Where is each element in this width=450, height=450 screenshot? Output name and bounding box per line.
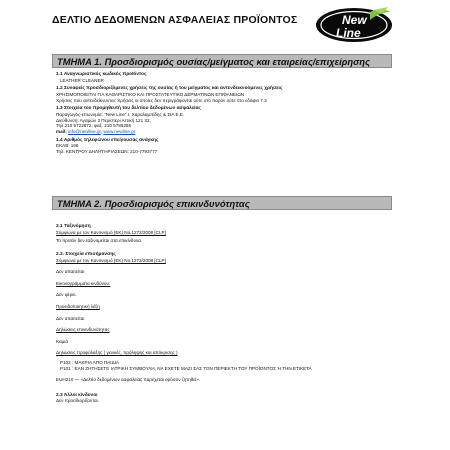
s22-regulation: Σύμφωνα με τον Κανονισμό (ΕΚ) Νο.1272/2008 [CLP] xyxy=(56,257,166,263)
email-link[interactable]: info@newline.gr xyxy=(68,128,101,134)
section-2-title: ΤΜΗΜΑ 2. Προσδιορισμός επικινδυνότητας xyxy=(52,196,392,210)
s22-not-required-2: Δεν απαιτείται xyxy=(56,315,85,321)
logo-word-line: Line xyxy=(336,26,361,40)
s22-hazard-statements: Δηλώσεις επικινδυνότητας xyxy=(56,327,110,333)
s23-heading: 2.3 Άλλοι κίνδυνοι xyxy=(56,392,98,398)
s14-heading: 1.4 Αριθμός τηλεφώνου επείγουσας ανάγκης xyxy=(56,137,159,143)
s22-signal-word: Προειδοποιητική λέξη xyxy=(56,303,100,309)
s21-regulation: Σύμφωνα με τον Κανονισμό (ΕΚ) Νο.1272/2008 [CLP] xyxy=(56,229,166,235)
s12-contraindicated: Χρήσεις που αντενδείκνυνται: Χρήσεις οι οποίες δεν περιγράφονται ούτε στο παρόν ούτε στο εδάφιο 7.3 xyxy=(56,97,267,103)
s12-heading: 1.2 Συναφείς προσδιοριζόμενες χρήσεις της ουσίας ή του μείγματος και αντενδεικνυόμενες χρήσεις xyxy=(56,86,283,92)
logo-word-new: New xyxy=(342,13,367,27)
s21-classification: Το προϊόν δεν ταξινομείται στα επικίνδυνα xyxy=(56,238,141,244)
s12-use: ΧΡΗΣΙΜΟΠΟΙΕΙΤΑΙ ΓΙΑ ΚΑΘΑΡΙΣΤΙΚΟ ΚΑΙ ΠΡΟΣΤΑΤΕΥΤΙΚΟ ΔΕΡΜΑΤΙΝΩΝ ΕΠΙΦΑΝΕΙΩΝ xyxy=(56,91,245,97)
s22-heading: 2.2. Στοιχεία επισήμανσης xyxy=(56,251,116,257)
section-2-body xyxy=(56,224,396,404)
website-link[interactable]: www.newline.gr xyxy=(103,128,136,134)
p102-statement: P102 : ΜΑΚΡΙΑ ΑΠΟ ΠΑΙΔΙΑ xyxy=(60,359,119,365)
s23-other-hazards: Δεν προσδιορίζονται. xyxy=(56,398,99,404)
supplier-phone: Τηλ.210 5722872, φαξ. 210 5786285 xyxy=(56,123,132,129)
s22-not-required-1: Δεν απαιτείται xyxy=(56,269,85,275)
poison-center-phone: Τηλ. ΚΕΝΤΡΟΥ ΔΗΛΗΤΗΡΙΑΣΕΩΝ: 210-7793777 xyxy=(56,148,158,154)
s22-no-hazards: Καμιά xyxy=(56,338,68,344)
new-line-logo xyxy=(314,6,394,44)
document-title: ΔΕΛΤΙΟ ΔΕΔΟΜΕΝΩΝ ΑΣΦΑΛΕΙΑΣ ΠΡΟΪΟΝΤΟΣ xyxy=(52,14,298,26)
s11-heading: 1.1 Αναγνωριστικός κωδικός προϊόντος xyxy=(56,72,147,77)
section-1-title: ΤΜΗΜΑ 1. Προσδιορισμός ουσίας/μείγματος και εταιρείας/επιχείρησης xyxy=(52,54,392,68)
s22-precautionary-statements: Δηλώσεις προφύλαξης ( γενικές, πρόληψης και απόκρισης ) xyxy=(56,350,178,356)
product-name: LEATHER CLEANER xyxy=(60,77,104,83)
supplier-name: Παραγωγός-επωνυμία: "New Line" Ι. Χαραλαμπίδης & ΣΙΑ Ε.Ε. xyxy=(56,111,185,117)
p101-statement: P101 : ΕΑΝ ΖΗΤΗΣΕΤΕ ΙΑΤΡΙΚΗ ΣΥΜΒΟΥΛΗ, ΝΑ ΕΧΕΤΕ ΜΑΖΙ ΣΑΣ ΤΟΝ ΠΕΡΙΕΚΤΗ ΤΟΥ ΠΡΟΪΟΝΤΟΣ Ή ΤΗΝ ΕΤΙΚΕΤΑ xyxy=(60,365,312,371)
s22-pictograms: Εικονογράμματα κινδύνου: xyxy=(56,280,111,286)
euh210-statement: EUH210 — «Δελτίο δεδομένων ασφαλείας παρέχεται εφόσον ζητηθεί». xyxy=(56,377,201,383)
contact-separator: , xyxy=(100,128,103,134)
s22-none: Δεν φέρει. xyxy=(56,292,77,298)
section-1-body xyxy=(56,72,396,154)
supplier-contact xyxy=(56,129,396,135)
emergency-ekab: ΕΚΑΒ: 166 xyxy=(56,143,79,149)
s21-heading: 2.1 Ταξινόμηση xyxy=(56,224,91,229)
supplier-address: Διεύθυνση: Αγαμών 3 Περιστέρι Αττική 121 32, xyxy=(56,117,151,123)
document-header xyxy=(52,6,392,42)
s13-heading: 1.3 Στοιχεία του προμηθευτή του δελτίου δεδομένων ασφαλείας xyxy=(56,106,201,112)
mail-label: mail: xyxy=(56,128,67,134)
